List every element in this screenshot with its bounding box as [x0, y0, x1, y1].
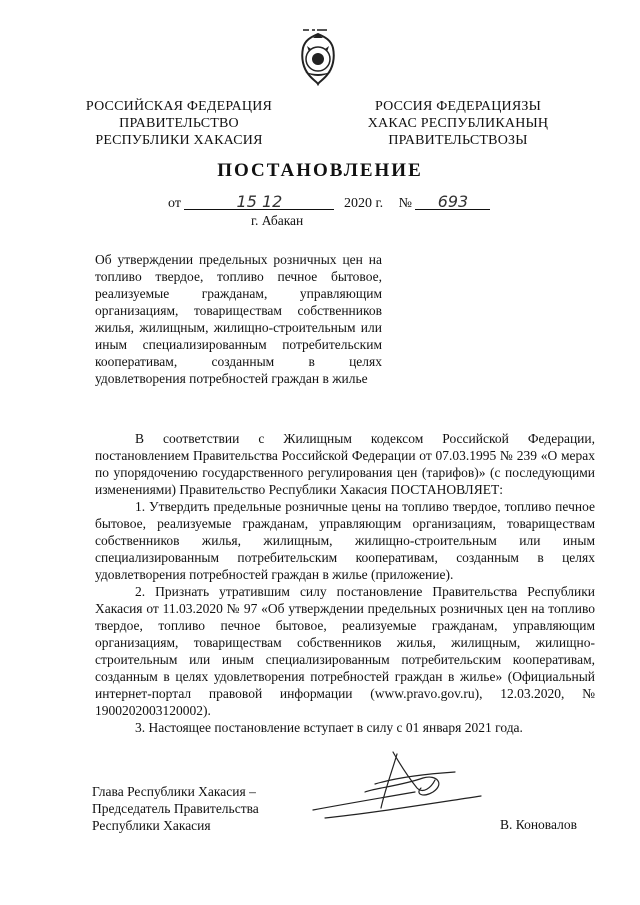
header-left-line: ПРАВИТЕЛЬСТВО: [119, 116, 239, 131]
item-1-paragraph: 1. Утвердить предельные розничные цены на топливо твердое, топливо печное бытовое, реализуемые гражданам, управляющим организациям, товариществам собственников жилья, жилищным, жилищно-строительным или иным специализированным потребительским кооперативам, созданным в целях удовлетворения потребностей граждан в жилье (приложение).: [95, 499, 595, 582]
preamble-paragraph: В соответствии с Жилищным кодексом Российской Федерации, постановлением Правительства Российской Федерации от 07.03.1995 № 239 «О мерах по упорядочению государственного регулирования цен (тарифов)» (с последующими изменениями) Правительство Республики Хакасия ПОСТАНОВЛЯЕТ:: [95, 431, 595, 497]
city: г. Абакан: [251, 213, 304, 228]
number-handwritten: 693: [415, 195, 490, 210]
header-right-line: РОССИЯ ФЕДЕРАЦИЯЗЫ: [374, 99, 542, 114]
date-prefix: от: [168, 196, 181, 211]
header-right-line: ХАКАС РЕСПУБЛИКАНЫҢ: [367, 116, 549, 131]
number-label: №: [398, 196, 412, 211]
coat-of-arms-emblem: [283, 28, 353, 86]
item-2-paragraph: 2. Признать утратившим силу постановление Правительства Республики Хакасия от 11.03.2020 № 97 «Об утверждении предельных розничных цен на топливо твердое, топливо печное бытовое, реализуемые гражданам, управляющим организациям, товариществам собственников жилья, жилищным, жилищно-строительным или иным специализированным потребительским кооперативам, созданным в целях удовлетворения потребностей граждан в жилье» (Официальный интернет-портал правовой информации (www.pravo.gov.ru), 12.03.2020, № 1900202003120002).: [95, 584, 595, 718]
document-title: ПОСТАНОВЛЕНИЕ: [217, 160, 423, 181]
header-right-line: ПРАВИТЕЛЬСТВОЗЫ: [388, 133, 528, 148]
signatory-position: [92, 783, 259, 834]
date-handwritten: 15 12: [184, 195, 334, 210]
date-year: 2020 г.: [343, 196, 384, 211]
header-left-line: РЕСПУБЛИКИ ХАКАСИЯ: [95, 133, 263, 148]
handwritten-signature: [305, 748, 495, 828]
signatory-position-line: Председатель Правительства: [92, 801, 259, 816]
date-line: [168, 192, 490, 212]
header-left-line: РОССИЙСКАЯ ФЕДЕРАЦИЯ: [85, 99, 273, 114]
header-right: [358, 98, 558, 149]
header-left: [79, 98, 279, 149]
signatory-position-line: Республики Хакасия: [92, 818, 211, 833]
document-body: [95, 430, 595, 736]
item-3-paragraph: 3. Настоящее постановление вступает в силу с 01 января 2021 года.: [135, 720, 523, 735]
signatory-position-line: Глава Республики Хакасия –: [92, 784, 256, 799]
signatory-name: В. Коновалов: [500, 817, 577, 832]
subject-text: Об утверждении предельных розничных цен на топливо твердое, топливо печное бытовое, реализуемые гражданам, управляющим организациям, товариществам собственников жилья, жилищным, жилищно-строительным или иным специализированным потребительским кооперативам, созданным в целях удовлетворения потребностей граждан в жилье: [95, 252, 382, 386]
